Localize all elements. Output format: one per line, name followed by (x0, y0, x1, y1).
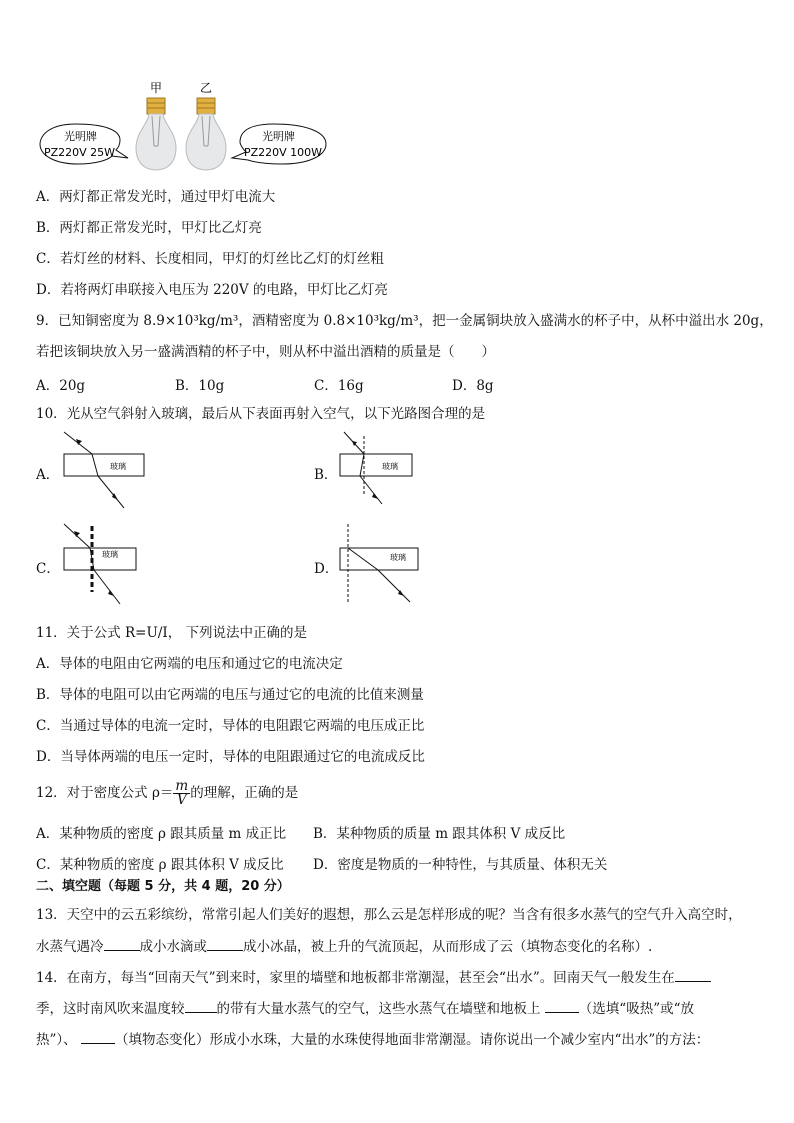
q9-stem-line2: 若把该铜块放入另一盛满酒精的杯子中，则从杯中溢出酒精的质量是（ ） (36, 344, 495, 360)
q12-option-c: C．某种物质的密度 ρ 跟其体积 V 成反比 (36, 857, 284, 873)
q10-a-glass-text: 玻璃 (110, 462, 126, 471)
q10-diagram-d (338, 522, 420, 606)
q10-label-a: A． (36, 467, 60, 483)
q14-text-1a: 14．在南方，每当“回南天气”到来时，家里的墙壁和地板都非常潮湿，甚至会“出水”。回南天气一般发生在 (36, 970, 675, 986)
q14-text-3a: 热”）、 (36, 1032, 81, 1048)
q14-text-2a: 季，这时南风吹来温度较 (36, 1001, 185, 1017)
q13-blank-2[interactable] (207, 937, 243, 951)
q10-label-c: C． (36, 561, 60, 577)
bulb-figure (36, 76, 336, 172)
q14-blank-season[interactable] (675, 968, 711, 982)
q10-diagram-c (62, 522, 138, 606)
q11-option-b: B．导体的电阻可以由它两端的电压与通过它的电流的比值来测量 (36, 687, 424, 703)
q10-diagram-b (338, 430, 414, 512)
q12-option-b: B．某种物质的质量 m 跟其体积 V 成反比 (313, 826, 566, 842)
q10-label-b: B． (314, 467, 338, 483)
q12-stem (36, 778, 298, 808)
q13-blank-1[interactable] (104, 937, 140, 951)
q10-c-glass-text: 玻璃 (102, 550, 118, 559)
q9-option-d: D．8g (452, 378, 494, 394)
q11-option-c: C．当通过导体的电流一定时，导体的电阻跟它两端的电压成正比 (36, 718, 425, 734)
q8-option-a: A．两灯都正常发光时，通过甲灯电流大 (36, 189, 276, 205)
q14-line1 (36, 968, 711, 987)
q11-option-a: A．导体的电阻由它两端的电压和通过它的电流决定 (36, 656, 343, 672)
q13-text-b: 成小水滴或 (139, 939, 207, 955)
q11-option-d: D．当导体两端的电压一定时，导体的电阻跟通过它的电流成反比 (36, 749, 425, 765)
q13-line1: 13．天空中的云五彩缤纷，常常引起人们美好的遐想，那么云是怎样形成的呢？当含有很多水蒸气的空气升入高空时， (36, 907, 742, 923)
speech-bubble-left (40, 124, 128, 164)
q14-blank-temperature[interactable] (185, 999, 217, 1013)
q10-stem: 10．光从空气斜射入玻璃，最后从下表面再射入空气，以下光路图合理的是 (36, 406, 486, 422)
fraction-numerator: m (175, 778, 189, 794)
q14-text-2c: （选填“吸热”或“放 (578, 1001, 695, 1017)
q14-blank-state-change[interactable] (81, 1030, 115, 1044)
bulb-label-left: 甲 (150, 81, 163, 95)
q14-line2 (36, 999, 694, 1018)
q10-diagram-a (62, 430, 146, 512)
q10-d-glass-text: 玻璃 (390, 553, 406, 562)
bulb-left-icon (136, 98, 176, 170)
q13-line2 (36, 937, 652, 956)
speech-bubble-right (232, 124, 326, 164)
q12-stem-after: 的理解，正确的是 (190, 785, 299, 801)
q9-option-b: B．10g (175, 378, 225, 394)
q11-stem: 11．关于公式 R=U/I， 下列说法中正确的是 (36, 625, 307, 641)
left-bubble-spec: PZ220V 25W (44, 146, 116, 159)
q8-option-b: B．两灯都正常发光时，甲灯比乙灯亮 (36, 220, 262, 236)
right-bubble-brand: 光明牌 (262, 130, 295, 143)
q9-option-a: A．20g (36, 378, 86, 394)
q14-line3 (36, 1030, 709, 1049)
q12-option-a: A．某种物质的密度 ρ 跟其质量 m 成正比 (36, 826, 287, 842)
q8-option-c: C．若灯丝的材料、长度相同，甲灯的灯丝比乙灯的灯丝粗 (36, 251, 384, 267)
bulb-right-icon (186, 98, 226, 170)
q13-text-c: 成小冰晶，被上升的气流顶起，从而形成了云（填物态变化的名称）. (243, 939, 653, 955)
q10-b-glass-text: 玻璃 (382, 462, 398, 471)
q13-text-a: 水蒸气遇冷 (36, 939, 104, 955)
left-bubble-brand: 光明牌 (64, 130, 97, 143)
fraction-denominator: V (176, 792, 187, 808)
q14-blank-heat[interactable] (545, 999, 579, 1013)
q8-option-d: D．若将两灯串联接入电压为 220V 的电路，甲灯比乙灯亮 (36, 282, 388, 298)
q9-stem-line1: 9．已知铜密度为 8.9×10³kg/m³，酒精密度为 0.8×10³kg/m³，把一金属铜块放入盛满水的杯子中，从杯中溢出水 20g， (36, 313, 773, 329)
right-bubble-spec: PZ220V 100W (244, 146, 323, 159)
q10-label-d: D． (314, 561, 339, 577)
q12-stem-before: 12．对于密度公式 ρ＝ (36, 785, 174, 801)
q14-text-3b: （填物态变化）形成小水珠，大量的水珠使得地面非常潮湿。请你说出一个减少室内“出水”的方法： (114, 1032, 710, 1048)
q14-text-2b: 的带有大量水蒸气的空气，这些水蒸气在墙壁和地板上 (216, 1001, 545, 1017)
bulb-label-right: 乙 (200, 81, 213, 95)
section2-title: 二、填空题（每题 5 分，共 4 题，20 分） (36, 879, 290, 894)
density-fraction (173, 780, 190, 807)
q9-option-c: C．16g (314, 378, 364, 394)
q12-option-d: D．密度是物质的一种特性，与其质量、体积无关 (313, 857, 608, 873)
